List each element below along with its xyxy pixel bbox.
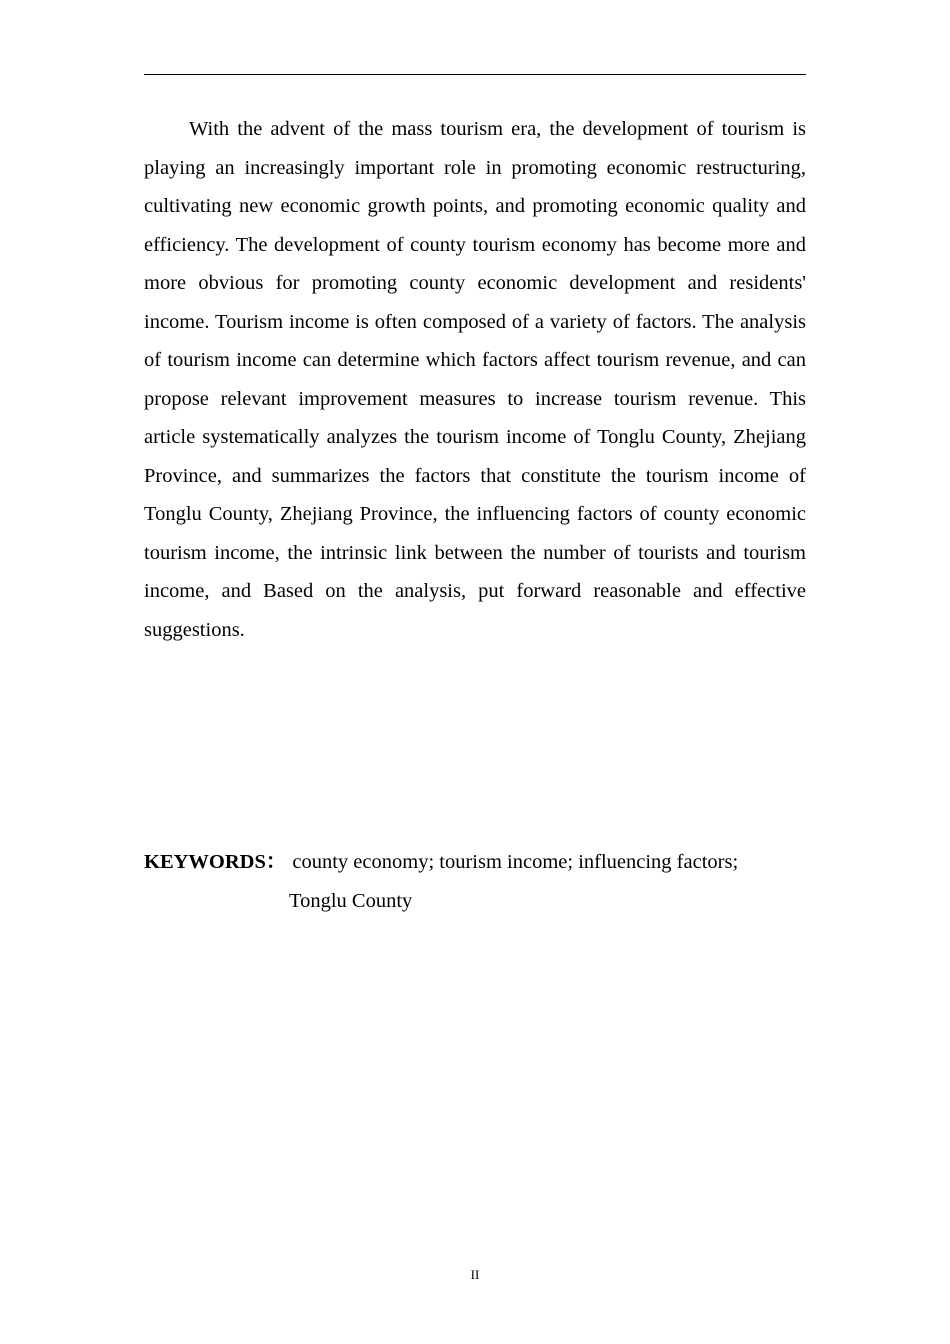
page-number: II [470, 1267, 480, 1282]
keywords-section [144, 843, 806, 920]
abstract-paragraph: With the advent of the mass tourism era, the development of tourism is playing an increasingly important role in promoting economic restructuring, cultivating new economic growth points, and promoting economic quality and efficiency. The development of county tourism economy has become more and more obvious for promoting county economic development and residents' income. Tourism income is often composed of a variety of factors. The analysis of tourism income can determine which factors affect tourism revenue, and can propose relevant improvement measures to increase tourism revenue. This article systematically analyzes the tourism income of Tonglu County, Zhejiang Province, and summarizes the factors that constitute the tourism income of Tonglu County, Zhejiang Province, the influencing factors of county economic tourism income, the intrinsic link between the number of tourists and tourism income, and Based on the analysis, put forward reasonable and effective suggestions. [144, 118, 806, 641]
header-rule [144, 74, 806, 75]
keywords-label: KEYWORDS [144, 851, 266, 873]
keywords-line-1: county economy; tourism income; influencing factors; [292, 851, 739, 873]
keywords-line-2: Tonglu County [289, 889, 413, 912]
keywords-separator: ： [265, 851, 287, 873]
